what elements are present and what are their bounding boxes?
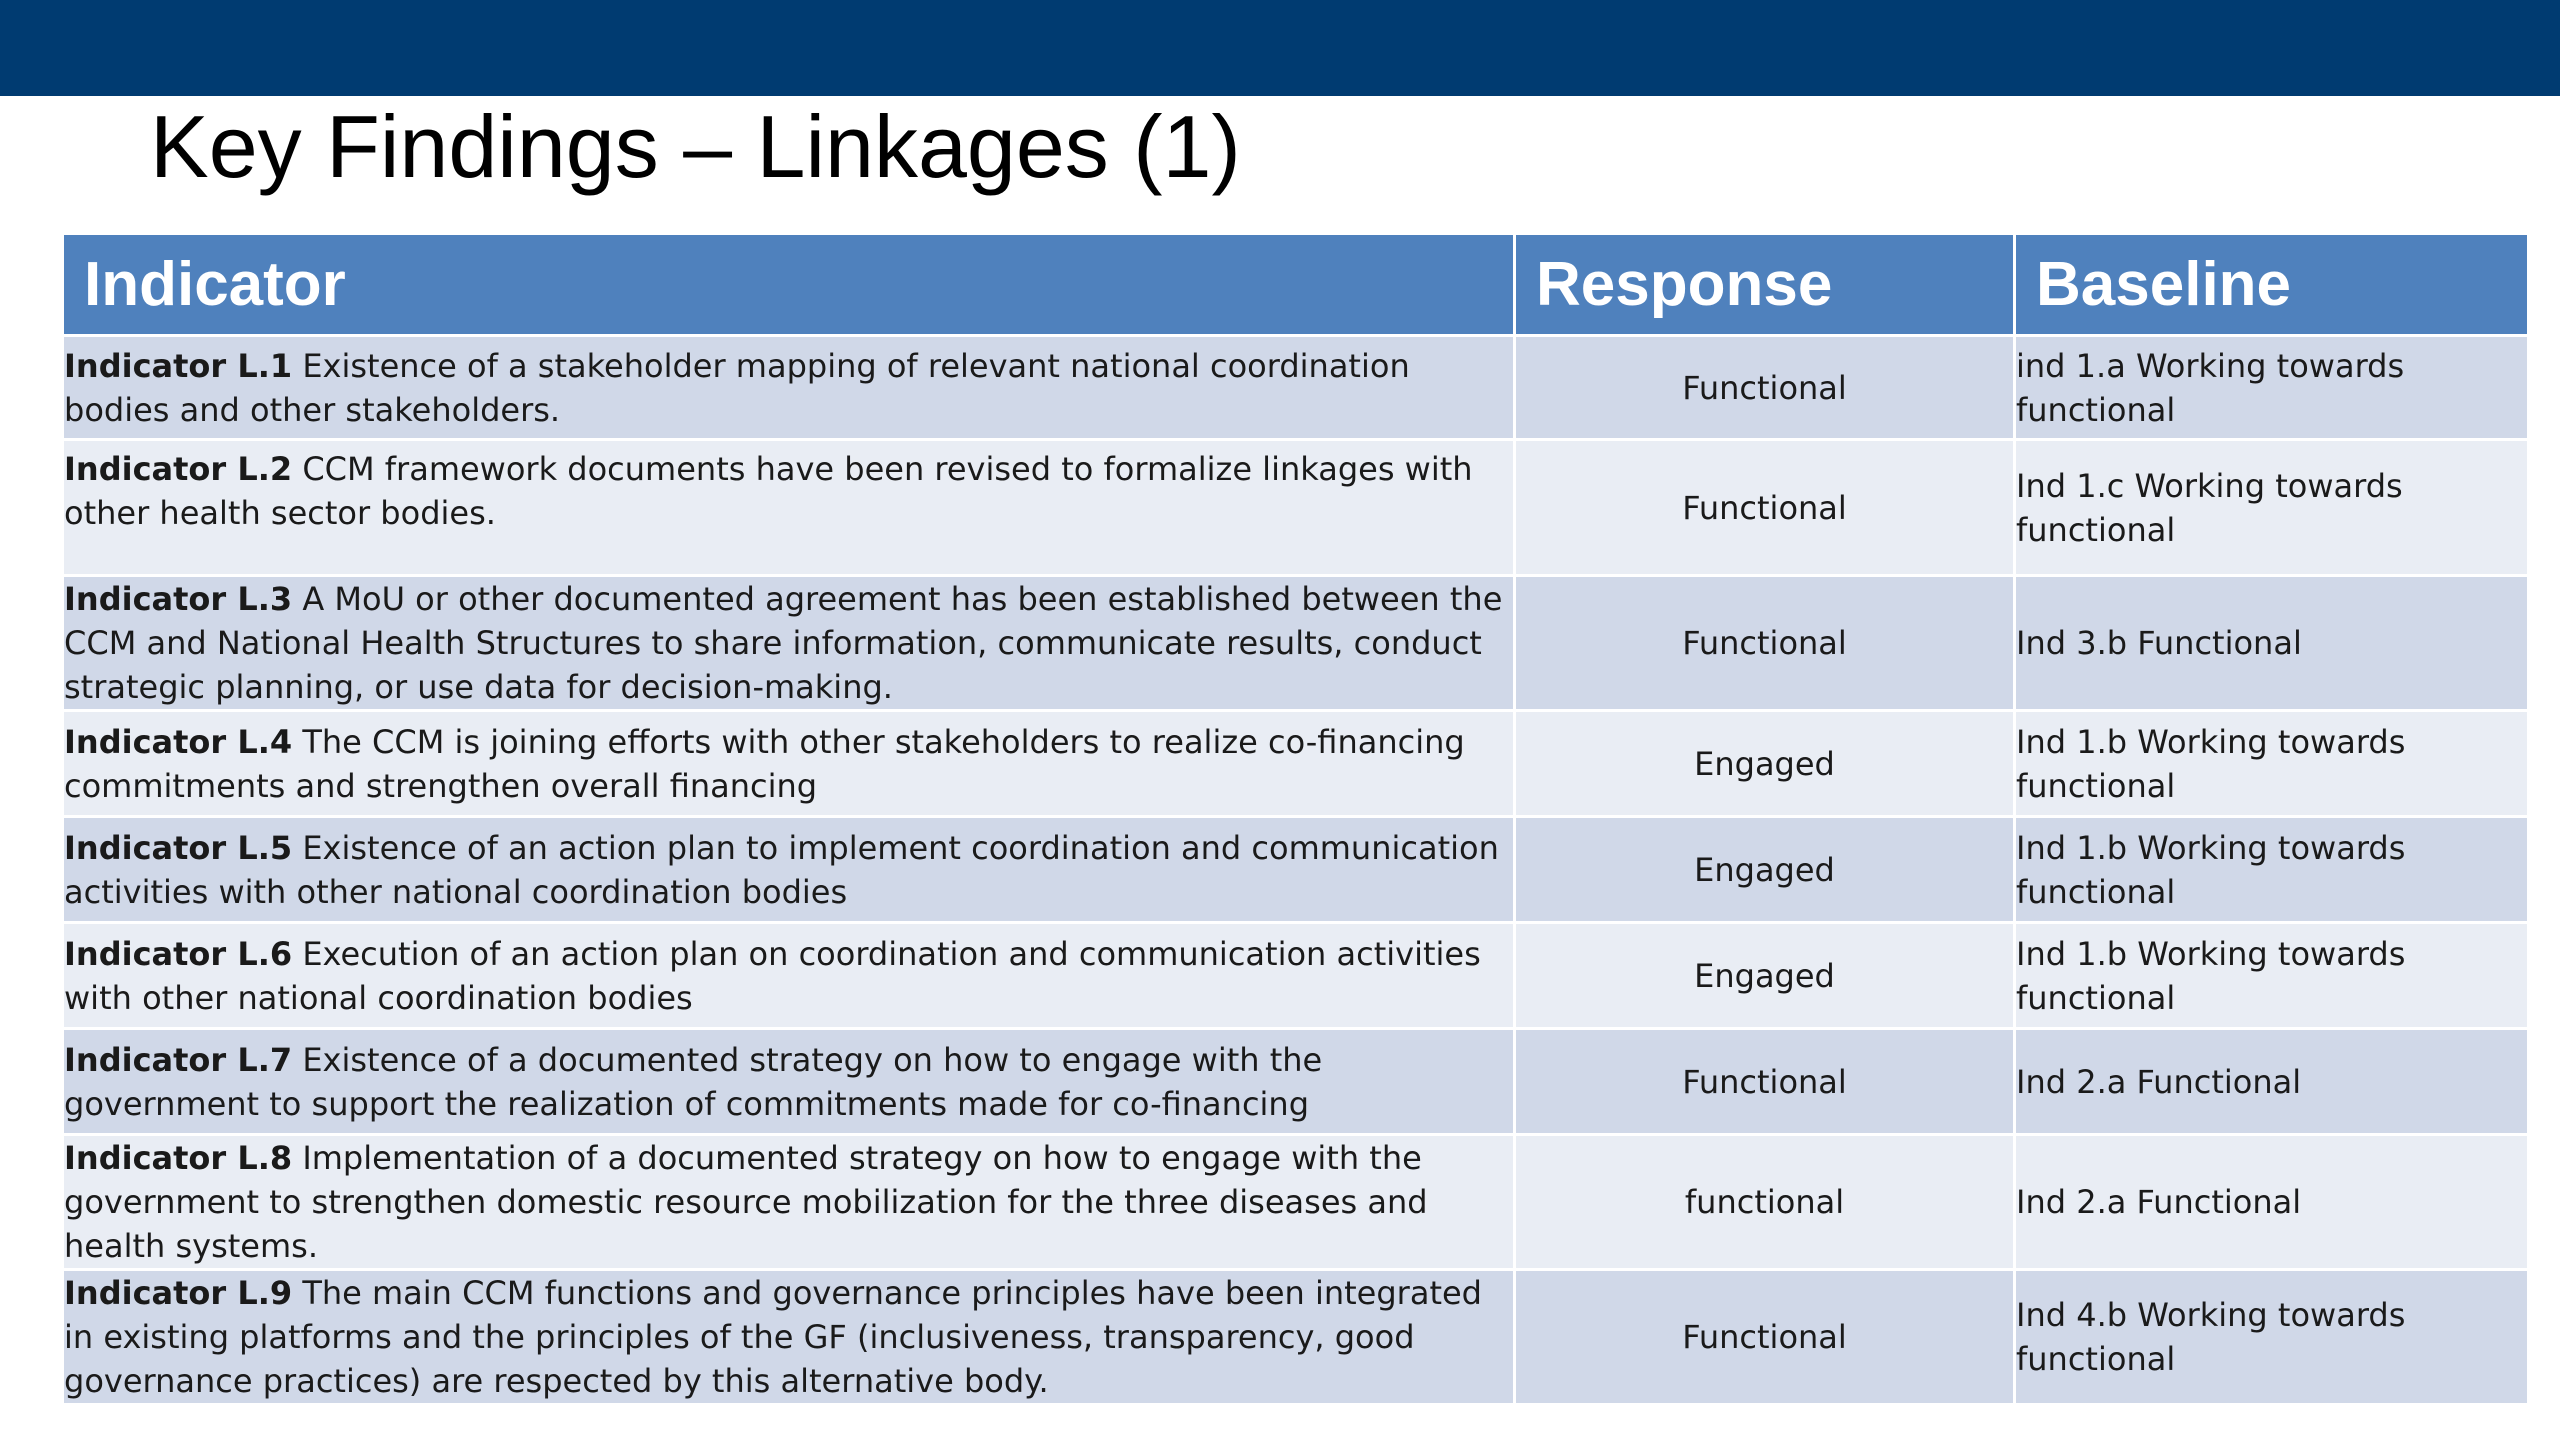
baseline-cell: Ind 1.b Working towards functional [2015,817,2529,923]
response-cell: Functional [1515,1029,2015,1135]
indicator-cell [63,817,1515,923]
findings-table [61,232,2530,1406]
table-row [63,336,2529,440]
response-cell: functional [1515,1135,2015,1270]
header-baseline: Baseline [2015,234,2529,336]
indicator-text: Existence of an action plan to implement coordination and communication activities with other national coordination bodies [64,828,1499,911]
indicator-text: Existence of a stakeholder mapping of relevant national coordination bodies and other stakeholders. [64,346,1410,429]
baseline-cell: Ind 2.a Functional [2015,1135,2529,1270]
table-row [63,1270,2529,1405]
baseline-cell: Ind 1.b Working towards functional [2015,711,2529,817]
indicator-cell [63,440,1515,576]
table-row [63,923,2529,1029]
indicator-cell [63,576,1515,711]
table-row [63,576,2529,711]
table-row [63,1029,2529,1135]
response-cell: Functional [1515,576,2015,711]
indicator-text: Execution of an action plan on coordination and communication activities with other national coordination bodies [64,934,1481,1017]
baseline-cell: ind 1.a Working towards functional [2015,336,2529,440]
indicator-text: Implementation of a documented strategy on how to engage with the government to strengthen domestic resource mobilization for the three diseases and health systems. [64,1139,1428,1265]
indicator-code: Indicator L.1 [64,346,293,385]
baseline-cell: Ind 4.b Working towards functional [2015,1270,2529,1405]
indicator-text: The CCM is joining efforts with other stakeholders to realize co-financing commitments and strengthen overall financing [64,722,1465,805]
indicator-code: Indicator L.2 [64,450,293,488]
baseline-cell: Ind 1.c Working towards functional [2015,440,2529,576]
indicator-cell [63,1029,1515,1135]
indicator-text: CCM framework documents have been revised to formalize linkages with other health sector bodies. [64,450,1473,532]
indicator-text: A MoU or other documented agreement has been established between the CCM and National Health Structures to share information, communicate results, conduct strategic planning, or use data for decision-making. [64,580,1503,706]
table-row [63,711,2529,817]
header-response: Response [1515,234,2015,336]
response-cell: Functional [1515,1270,2015,1405]
baseline-cell: Ind 2.a Functional [2015,1029,2529,1135]
response-cell: Functional [1515,440,2015,576]
indicator-code: Indicator L.7 [64,1040,293,1079]
indicator-cell [63,1270,1515,1405]
indicator-cell [63,1135,1515,1270]
table-row [63,1135,2529,1270]
indicator-code: Indicator L.3 [64,580,293,618]
indicator-cell [63,923,1515,1029]
response-cell: Engaged [1515,817,2015,923]
baseline-cell: Ind 1.b Working towards functional [2015,923,2529,1029]
response-cell: Functional [1515,336,2015,440]
header-indicator: Indicator [63,234,1515,336]
indicator-text: Existence of a documented strategy on how to engage with the government to support the realization of commitments made for co-financing [64,1040,1323,1123]
response-cell: Engaged [1515,923,2015,1029]
baseline-cell: Ind 3.b Functional [2015,576,2529,711]
indicator-code: Indicator L.8 [64,1139,293,1177]
indicator-code: Indicator L.9 [64,1274,293,1312]
table-row [63,817,2529,923]
top-banner [0,0,2560,96]
table-row [63,440,2529,576]
indicator-cell [63,711,1515,817]
indicator-code: Indicator L.5 [64,828,293,867]
table-header-row [63,234,2529,336]
indicator-code: Indicator L.6 [64,934,293,973]
indicator-text: The main CCM functions and governance principles have been integrated in existing platforms and the principles of the GF (inclusiveness, transparency, good governance practices) are respected by this alternative body. [64,1274,1482,1400]
indicator-code: Indicator L.4 [64,722,293,761]
indicator-cell [63,336,1515,440]
slide-title: Key Findings – Linkages (1) [150,97,1241,196]
response-cell: Engaged [1515,711,2015,817]
